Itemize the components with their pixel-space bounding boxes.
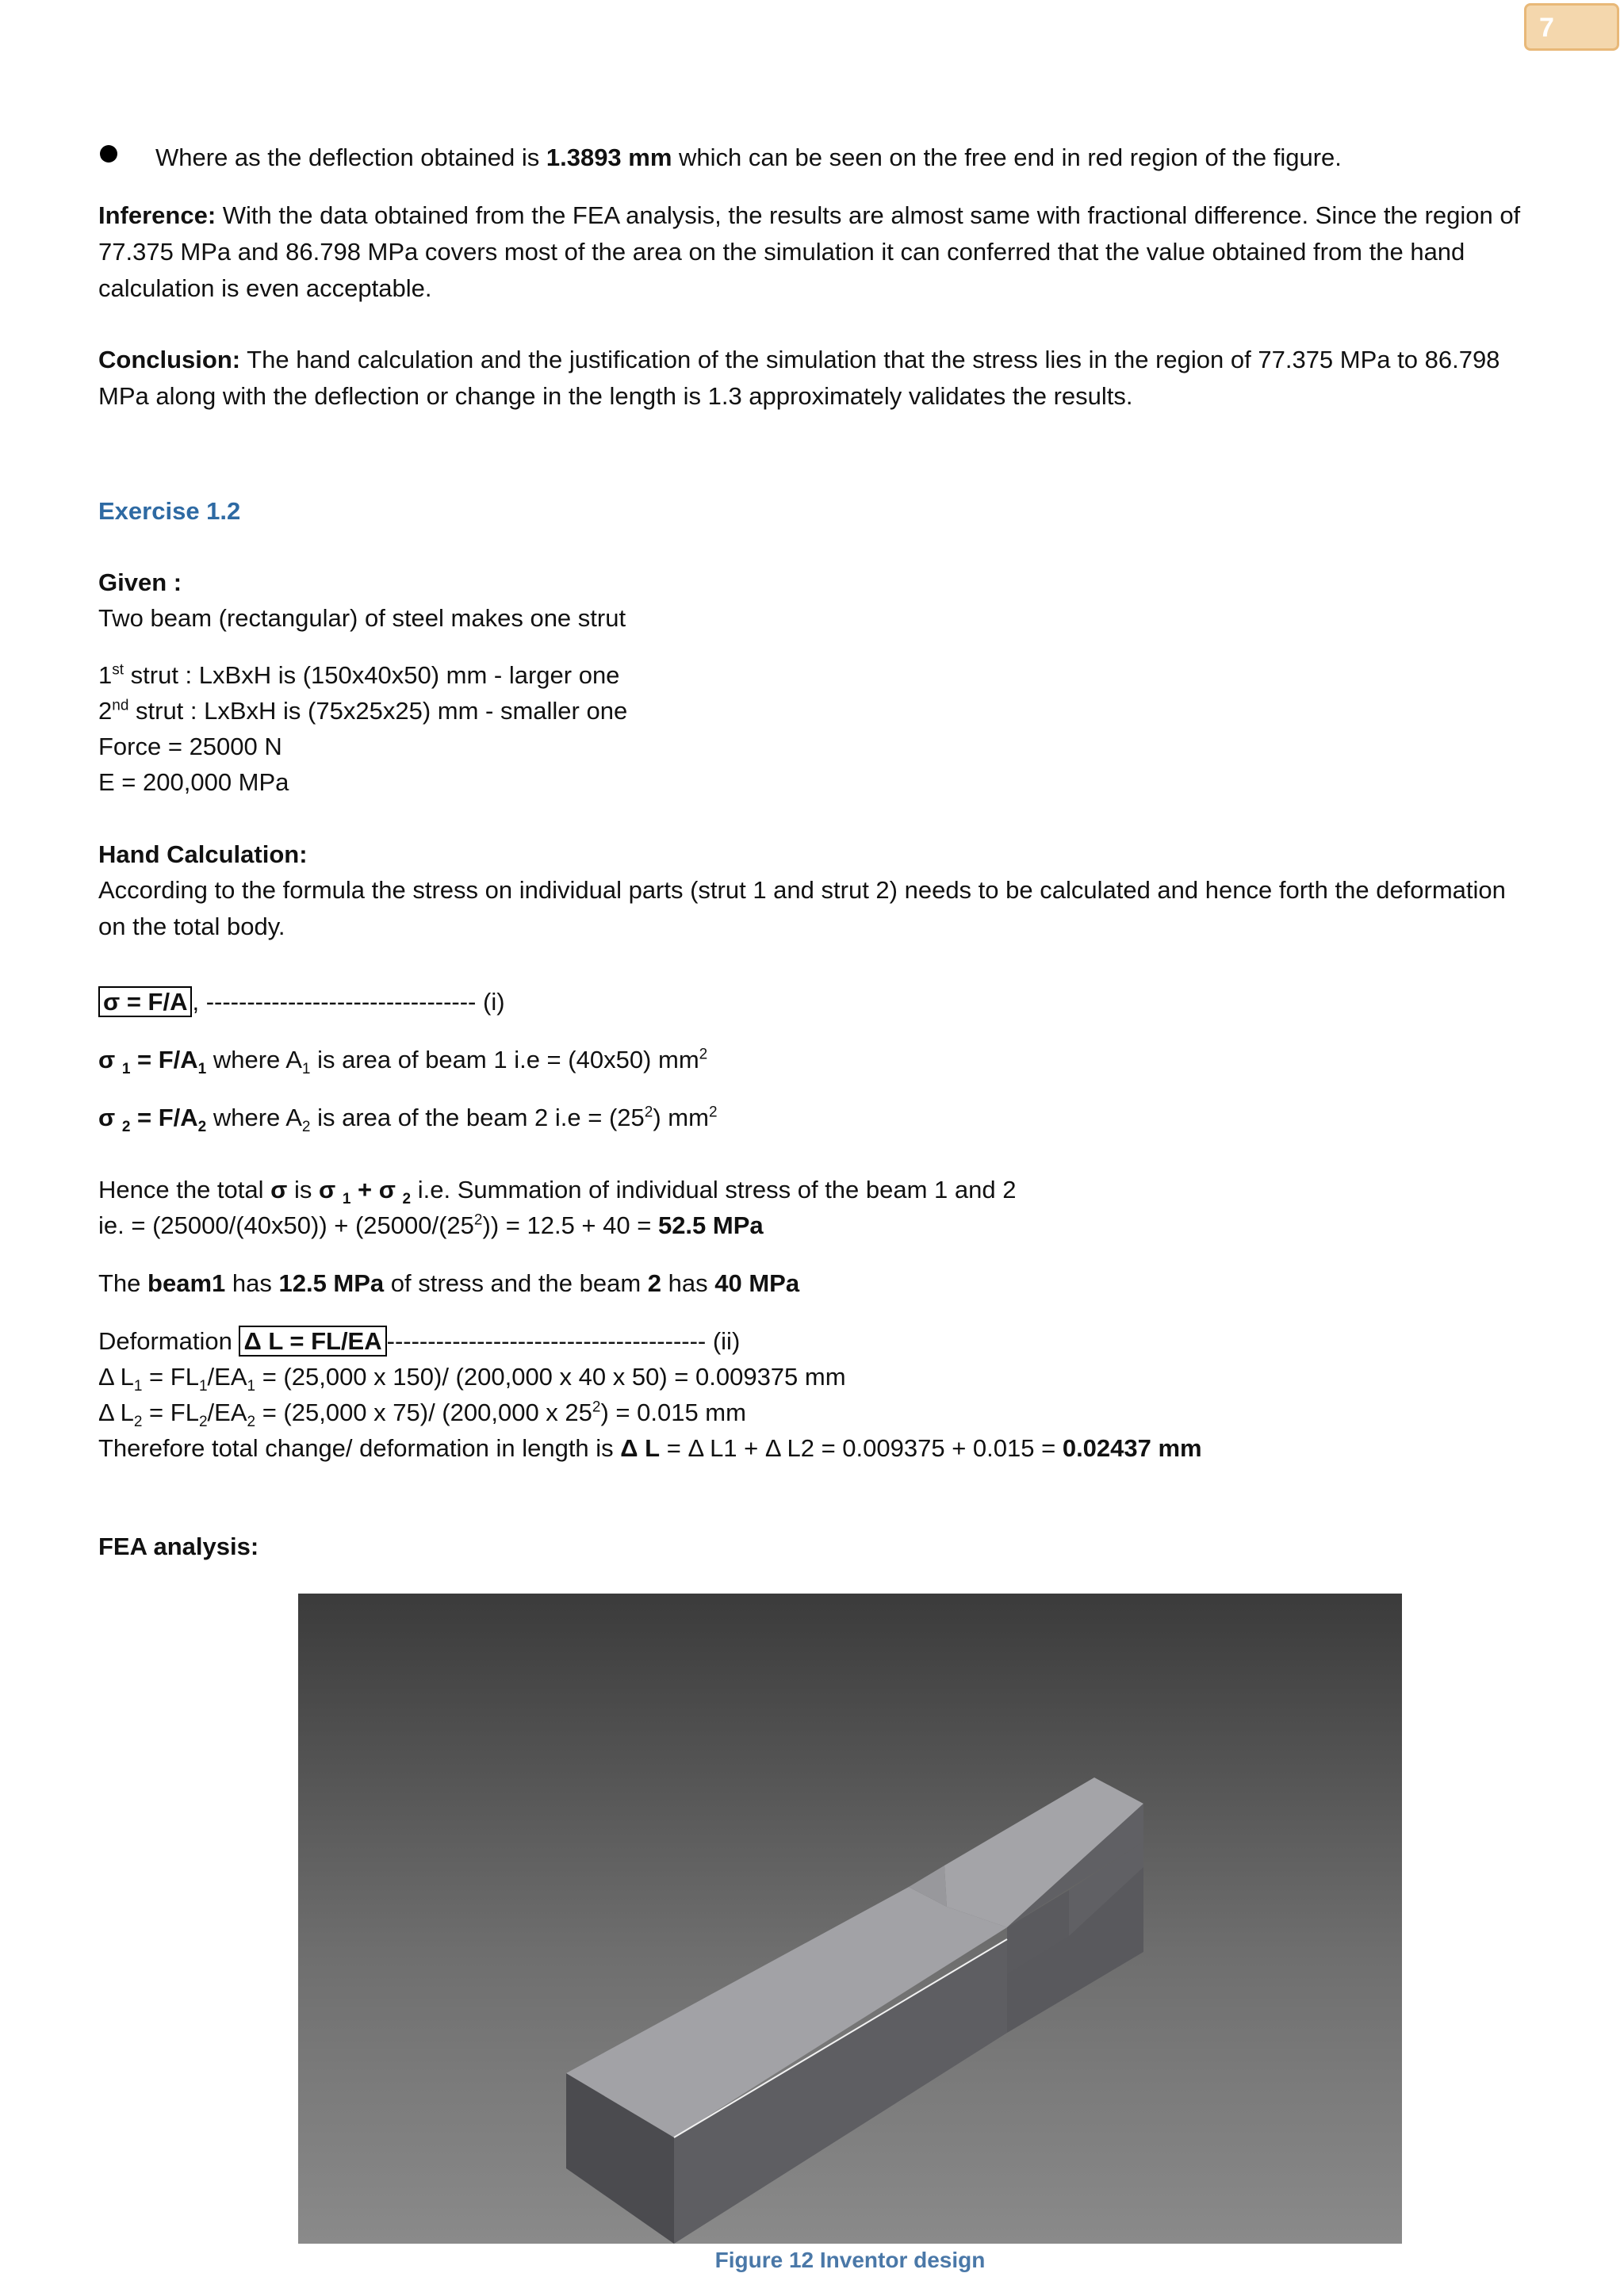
fea-analysis-label: FEA analysis:: [98, 1533, 259, 1560]
exercise-heading: Exercise 1.2: [98, 497, 241, 525]
total-stress-line: Hence the total σ is σ $_1$ + σ $_2$ i.e. Summation of individual stress of the beam 1 and 2: [98, 1176, 1017, 1208]
total-deformation-line: Therefore total change/ deformation in length is Δ L = Δ L1 + Δ L2 = 0.009375 + 0.015 = 0.02437 mm: [98, 1434, 1202, 1462]
page-number-badge: [1524, 3, 1619, 51]
page-number: 7: [1539, 13, 1554, 43]
equation-ii: Deformation Δ L = FL/EA --------------------------------------- (ii): [98, 1327, 741, 1355]
inventor-design-figure: [298, 1594, 1402, 2244]
strut2-line: 2nd strut : LxBxH is (75x25x25) mm - smaller one: [98, 697, 628, 725]
conclusion-label: Conclusion:: [98, 346, 241, 373]
delta-l1-line: Δ $L_1 = FL_1/EA_1 = (25,000$ x 150)/ (200,000 x 40 x 50) = 0.009375 mm: [98, 1363, 846, 1395]
delta-l2-line: Δ $L_2 = FL_2/EA_2 = (25,000$ x 75)/ (200,000 x $25^2) = 0.015$ mm: [98, 1399, 746, 1431]
total-stress-calculation: ie. = $(25000/(40x50)) + (25000/(25^2)) = 12.5 + 40 = 52.5$ MPa: [98, 1211, 764, 1239]
force-line: Force = 25000 N: [98, 733, 282, 760]
equation-i: σ = F/A , --------------------------------- (i): [98, 984, 505, 1020]
strut-3d-model: [298, 1594, 1402, 2244]
inference-paragraph: Inference: With the data obtained from the FEA analysis, the results are almost same with fractional difference. Since the region of 77.375 MPa and 86.798 MPa covers most of the area on the simulation it can conferred that the value obtained from the hand calculation is even acceptable.: [98, 201, 1521, 302]
deformation-formula-box: Δ L = FL/EA: [239, 1326, 386, 1357]
hand-calculation-label: Hand Calculation:: [98, 840, 308, 868]
given-label: Given :: [98, 568, 182, 596]
bullet-deflection-text: Where as the deflection obtained is 1.3893 mm which can be seen on the free end in red region of the figure.: [155, 144, 1342, 171]
sigma2-equation: σ $_2 = F/A_2$ where $A_2$ is area of the beam 2 $i.e = (25^2)$ $mm^2$: [98, 1104, 718, 1136]
bullet-dot: [100, 145, 117, 163]
sigma1-equation: σ $_1 = F/A_1$ where $A_1$ is area of beam 1 i.e = (40x50) $mm^2$: [98, 1046, 708, 1078]
figure-caption: Figure 12 Inventor design: [714, 2248, 986, 2272]
modulus-line: E = 200,000 MPa: [98, 768, 289, 796]
strut1-line: 1st strut : LxBxH is (150x40x50) mm - larger one: [98, 661, 620, 689]
inference-label: Inference:: [98, 201, 216, 229]
conclusion-paragraph: Conclusion: The hand calculation and the justification of the simulation that the stress lies in the region of 77.375 MPa to 86.798 MPa along with the deflection or change in the length is 1.3 approximately validates the results.: [98, 346, 1500, 410]
beam-stress-summary: The beam1 has 12.5 MPa of stress and the beam 2 has 40 MPa: [98, 1269, 800, 1297]
hand-calculation-text: According to the formula the stress on individual parts (strut 1 and strut 2) needs to be calculated and hence forth the deformation on the total body.: [98, 876, 1506, 940]
stress-formula-box: σ = F/A: [98, 986, 192, 1017]
given-description: Two beam (rectangular) of steel makes one strut: [98, 604, 626, 632]
